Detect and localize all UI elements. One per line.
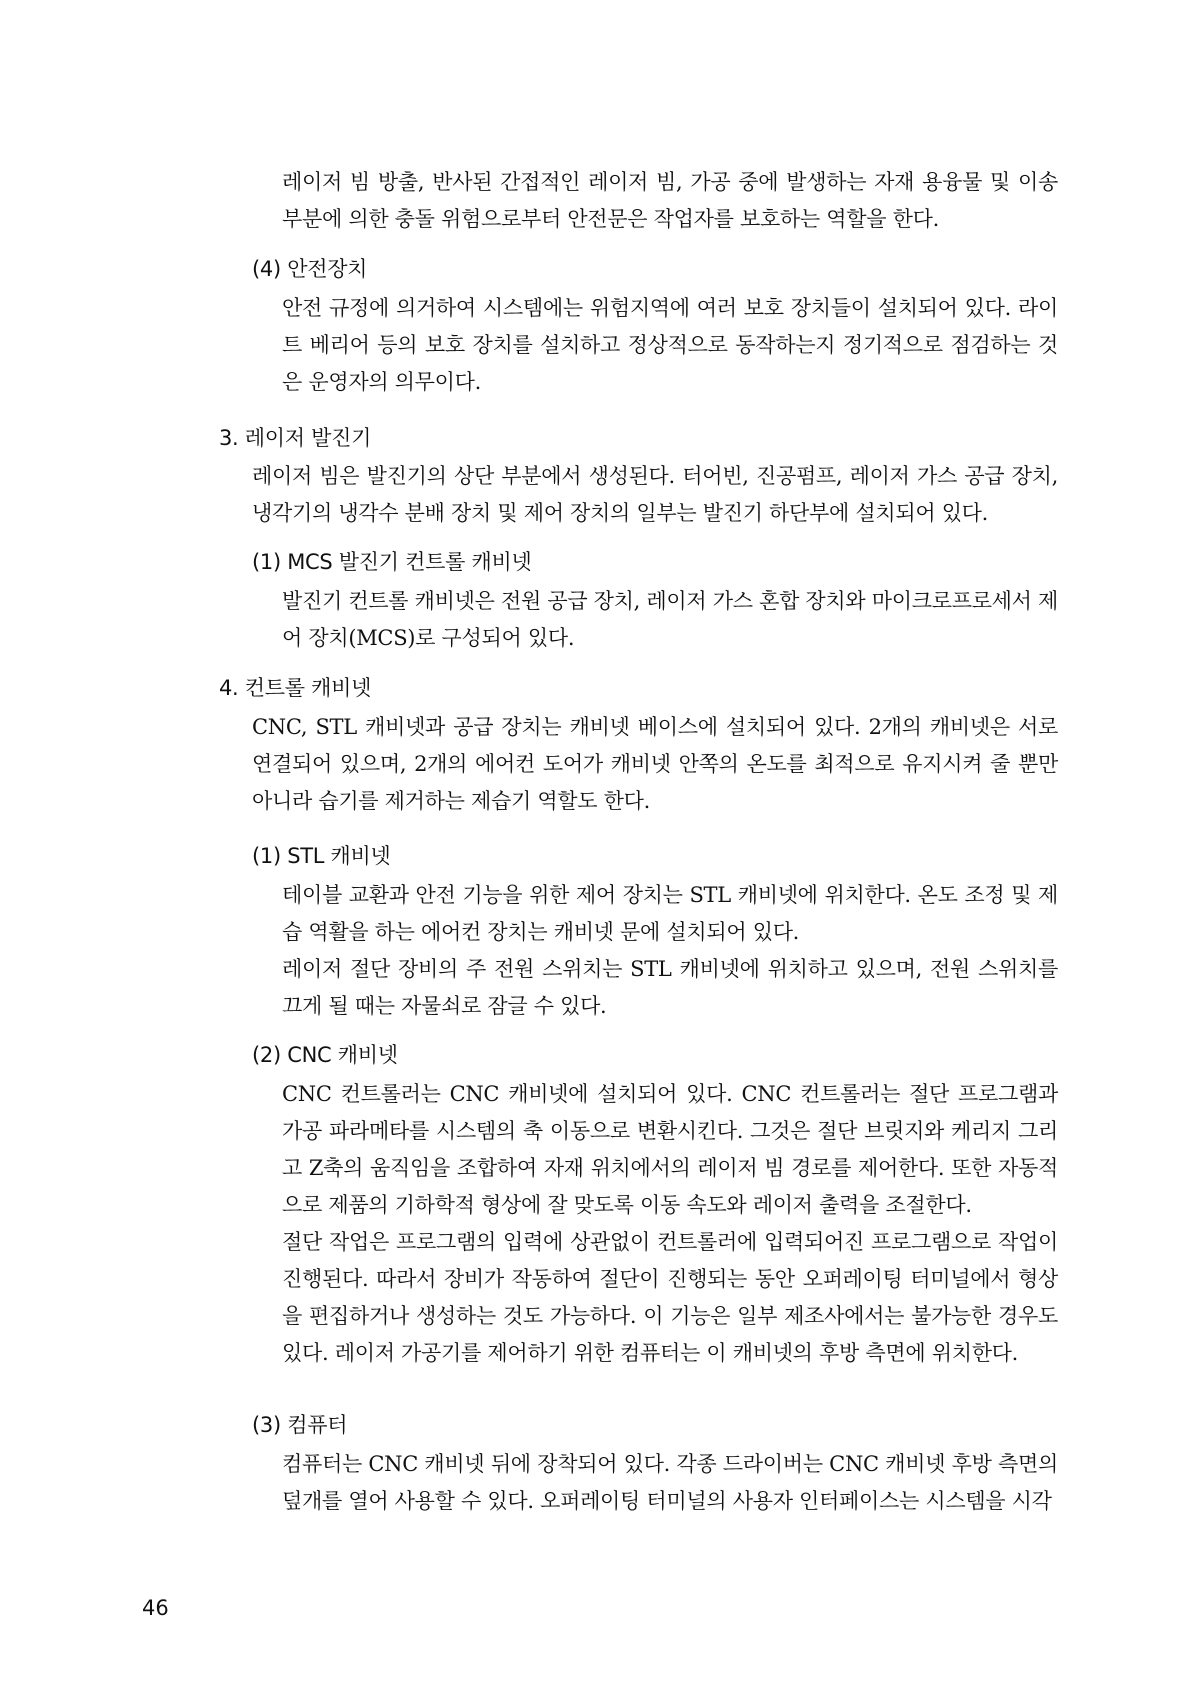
paragraph-control-cabinet: CNC, STL 캐비넷과 공급 장치는 캐비넷 베이스에 설치되어 있다. 2개의 캐비넷은 서로 연결되어 있으며, 2개의 에어컨 도어가 캐비넷 안쪽의 온도를 최적으로 유지시켜 줄 뿐만 아니라 습기를 제거하는 제습기 역할도 한다. (252, 715, 1058, 813)
heading-safety-device: (4) 안전장치 (252, 257, 368, 281)
heading-computer: (3) 컴퓨터 (252, 1413, 348, 1437)
paragraph-safety-device: 안전 규정에 의거하여 시스템에는 위험지역에 여러 보호 장치들이 설치되어 있다. 라이트 베리어 등의 보호 장치를 설치하고 정상적으로 동작하는지 정기적으로 점검하는 것은 운영자의 의무이다. (282, 296, 1058, 394)
paragraph-safety-door: 레이저 빔 방출, 반사된 간접적인 레이저 빔, 가공 중에 발생하는 자재 용융물 및 이송 부분에 의한 충돌 위험으로부터 안전문은 작업자를 보호하는 역할을 한다. (282, 170, 1058, 231)
heading-mcs-cabinet: (1) MCS 발진기 컨트롤 캐비넷 (252, 550, 532, 574)
page-number: 46 (142, 1596, 169, 1620)
paragraph-laser-oscillator: 레이저 빔은 발진기의 상단 부분에서 생성된다. 터어빈, 진공펌프, 레이저 가스 공급 장치, 냉각기의 냉각수 분배 장치 및 제어 장치의 일부는 발진기 하단부에 설치되어 있다. (252, 464, 1058, 525)
heading-cnc-cabinet: (2) CNC 캐비넷 (252, 1043, 398, 1067)
heading-stl-cabinet: (1) STL 캐비넷 (252, 844, 391, 868)
paragraph-computer: 컴퓨터는 CNC 캐비넷 뒤에 장착되어 있다. 각종 드라이버는 CNC 캐비넷 후방 측면의 덮개를 열어 사용할 수 있다. 오퍼레이팅 터미널의 사용자 인터페이스는 시스템을 시각 (282, 1452, 1058, 1513)
paragraph-cnc-cabinet-1: CNC 컨트롤러는 CNC 캐비넷에 설치되어 있다. CNC 컨트롤러는 절단 프로그램과 가공 파라메타를 시스템의 축 이동으로 변환시킨다. 그것은 절단 브릿지와 케리지 그리고 Z축의 움직임을 조합하여 자재 위치에서의 레이저 빔 경로를 제어한다. 또한 자동적으로 제품의 기하학적 형상에 잘 맞도록 이동 속도와 레이저 출력을 조절한다. (282, 1082, 1058, 1217)
paragraph-cnc-cabinet-2: 절단 작업은 프로그램의 입력에 상관없이 컨트롤러에 입력되어진 프로그램으로 작업이 진행된다. 따라서 장비가 작동하여 절단이 진행되는 동안 오퍼레이팅 터미널에서 형상을 편집하거나 생성하는 것도 가능하다. 이 기능은 일부 제조사에서는 불가능한 경우도 있다. 레이저 가공기를 제어하기 위한 컴퓨터는 이 캐비넷의 후방 측면에 위치한다. (282, 1230, 1058, 1365)
heading-section-4: 4. 컨트롤 캐비넷 (219, 676, 372, 700)
heading-section-3: 3. 레이저 발진기 (219, 426, 372, 450)
paragraph-stl-cabinet-2: 레이저 절단 장비의 주 전원 스위치는 STL 캐비넷에 위치하고 있으며, 전원 스위치를 끄게 될 때는 자물쇠로 잠글 수 있다. (282, 957, 1058, 1018)
paragraph-stl-cabinet-1: 테이블 교환과 안전 기능을 위한 제어 장치는 STL 캐비넷에 위치한다. 온도 조정 및 제습 역활을 하는 에어컨 장치는 캐비넷 문에 설치되어 있다. (282, 883, 1058, 944)
paragraph-mcs-cabinet: 발진기 컨트롤 캐비넷은 전원 공급 장치, 레이저 가스 혼합 장치와 마이크로프로세서 제어 장치(MCS)로 구성되어 있다. (282, 589, 1059, 650)
